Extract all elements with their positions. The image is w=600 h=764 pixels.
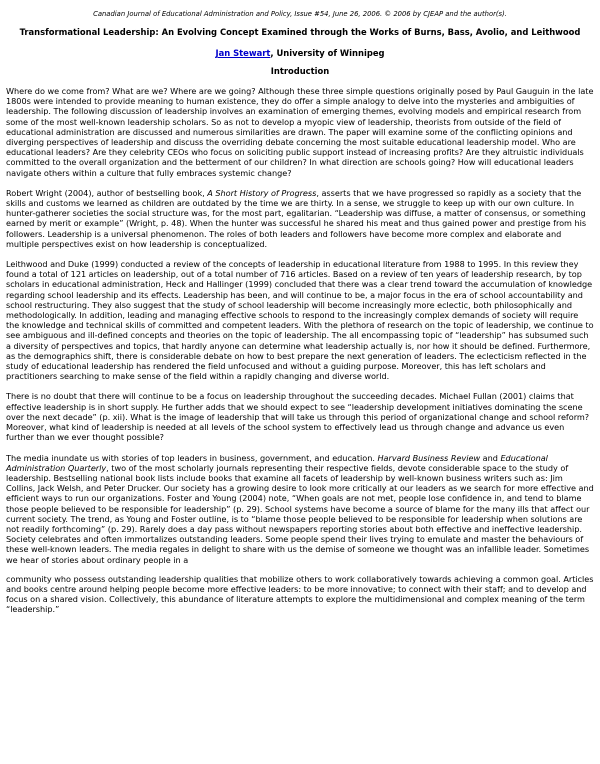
- journal-citation-line: [6, 10, 594, 19]
- paragraph-4: There is no doubt that there will continue to be a focus on leadership throughout the succeeding decades. Michael Fullan (2001) claims that effective leadership is in short supply. He further adds that we should expect to see “leadership development initiatives dominating the scene over the next decade” (p. xii). What is the image of leadership that will take us through this period of organizational change and school reform? Moreover, what kind of leadership is needed at all levels of the school system to effectively lead us through change and advance us even further than we ever thought possible?: [6, 391, 590, 443]
- author-affiliation: , University of Winnipeg: [270, 48, 385, 58]
- article-title: Transformational Leadership: An Evolving Concept Examined through the Works of Burns, Bass, Avolio, and Leithwood: [19, 27, 581, 37]
- paragraph-5-text-b: , two of the most scholarly journals representing their respective fields, devote considerable space to the study of leadership. Bestselling national book lists include books that examine all facets of leadership by well-known business writers such as: Jim Collins, Jack Welsh, and Peter Drucker. Our society has a growing desire to look more critically at our leaders as we search for more effective and efficient ways to run our organizations. Foster and Young (2004) note, “When goals are not met, people lose confidence in, and tend to blame those people believed to be responsible for leadership” (p. 29). School systems have become a source of blame for the many ills that affect our current society. The trend, as Young and Foster outline, is to “blame those people believed to be responsible for leadership when solutions are not readily forthcoming” (p. 29). Rarely does a day pass without newspapers reporting stories about both effective and ineffective leadership. Society celebrates and often immortalizes outstanding leaders. Some people spend their lives trying to emulate and master the behaviours of these well-known leaders. The media regales in delight to share with us the demise of someone we thought was an infallible leader. Sometimes we hear of stories about ordinary people in a: [6, 462, 594, 565]
- section-heading: Introduction: [270, 66, 330, 76]
- paragraph-5-text-a: The media inundate us with stories of top leaders in business, government, and education.: [6, 452, 378, 463]
- paragraph-5-and: and: [480, 452, 501, 463]
- document-page: [6, 10, 594, 615]
- journal-citation-prefix: Canadian Journal of Educational Administration and Policy, Issue #54, June 26, 2006. © 2006 by: [93, 10, 424, 18]
- paragraph-2: [6, 188, 594, 249]
- paragraph-3: Leithwood and Duke (1999) conducted a review of the concepts of leadership in educational literature from 1988 to 1995. In this review they found a total of 121 articles on leadership, out of a total number of 716 articles. Based on a review of ten years of leadership research, by top scholars in educational administration, Heck and Hallinger (1999) concluded that there was a clear trend toward the accumulation of knowledge regarding school leadership and its effects. Leadership has been, and will continue to be, a major focus in the era of school accountability and school restructuring. They also suggest that the study of school leadership will become increasingly more eclectic, both philosophically and methodologically. In addition, leading and managing effective schools to respond to the increasingly complex demands of society will require the knowledge and technical skills of committed and competent leaders. With the plethora of research on the topic of leadership, we continue to see ambiguous and ill-defined concepts and theories on the topic of leadership. The all encompassing topic of “leadership” has subsumed such a diversity of perspectives and topics, that hardly anyone can determine what leadership actually is, nor how it should be defined. Furthermore, as the demographics shift, there is considerable debate on how to best prepare the next generation of leaders. The eclecticism reflected in the study of educational leadership has rendered the field unfocused and without a guiding purpose. Moreover, this has left scholars and practitioners searching to make sense of the field within a rapidly changing and diverse world.: [6, 259, 594, 382]
- journal-title-hbr: Harvard Business Review: [377, 452, 481, 463]
- book-title: A Short History of Progress: [207, 187, 317, 198]
- author-link[interactable]: Jan Stewart: [215, 48, 271, 58]
- paragraph-6: community who possess outstanding leadership qualities that mobilize others to work collaboratively towards achieving a common goal. Articles and books centre around helping people become more effective leaders: to be more innovative; to connect with their staff; and to develop and focus on a shared vision. Collectively, this abundance of literature attempts to explore the multidimensional and complex meaning of the term “leadership.”: [6, 573, 594, 615]
- journal-citation-suffix: and the author(s).: [443, 10, 507, 18]
- paragraph-5: [6, 453, 594, 565]
- author-line: [6, 48, 594, 59]
- journal-org: CJEAP: [423, 10, 444, 18]
- paragraph-2-text-b: , asserts that we have progressed so rapidly as a society that the skills and customs we learned as children are outdated by the time we are thirty. In a sense, we struggle to keep up with our own culture. In hunter-gatherer societies the social structure was, for the most part, egalitarian. “Leadership was diffuse, a matter of consensus, or something earned by merit or example” (Wright, p. 48). When the hunter was successful he shared his meat and thus gained power and prestige from his followers. Leadership is a universal phenomenon. The roles of both leaders and followers have become more complex and elaborate and multiple perspectives exist on how leadership is conceptualized.: [6, 187, 587, 249]
- paragraph-1: Where do we come from? What are we? Where are we going? Although these three simple questions originally posed by Paul Gauguin in the late 1800s were intended to provide meaning to human existence, they do offer a simple analogy to delve into the mysteries and ambiguities of leadership. The following discussion of leadership involves an examination of emerging themes, evolving models and empirical research from some of the most well-known leadership scholars. So as not to develop a myopic view of leadership, theorists from outside of the field of educational administration are discussed and numerous similarities are drawn. The paper will examine some of the conflicting opinions and diverging perspectives of leadership and discuss the overriding debate concerning the most suitable educational leadership model. Who are educational leaders? Are they celebrity CEOs who focus on soliciting public support instead of increasing profits? Are they altruistic individuals committed to the overall organization and the betterment of our children? In what direction are schools going? How will educational leaders navigate others within a culture that fully embraces systemic change?: [6, 86, 594, 178]
- paragraph-2-text-a: Robert Wright (2004), author of bestselling book,: [6, 187, 208, 198]
- journal-title-eaq: Educational Administration Quarterly: [6, 452, 548, 473]
